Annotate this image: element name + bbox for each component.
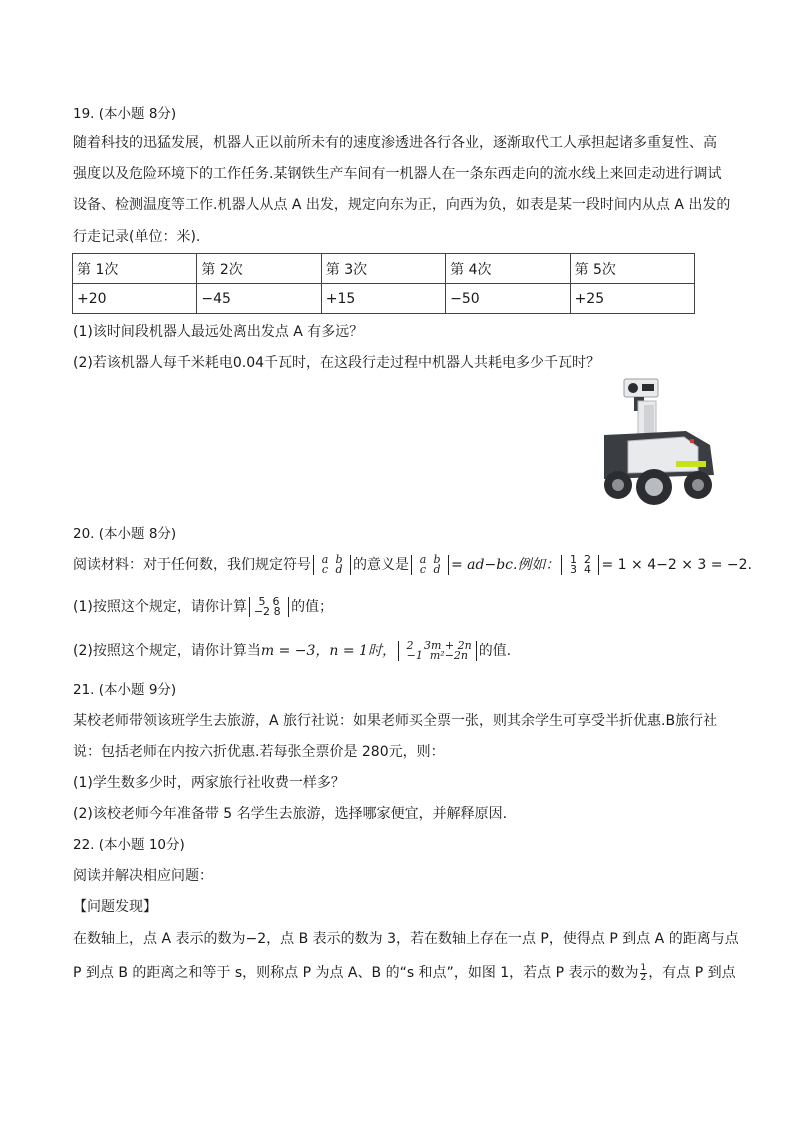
determinant-symbol bbox=[313, 555, 351, 575]
q20-sub2-condition: m = −3，n = 1时， bbox=[260, 643, 396, 659]
q21-paragraph-line: 说：包括老师在内按六折优惠.若每张全票价是 280元，则： bbox=[73, 744, 445, 760]
q20-material-mid: 的意义是 bbox=[353, 557, 409, 573]
q20-sub1-text: (1)按照这个规定，请你计算 bbox=[73, 599, 247, 615]
table-cell: +20 bbox=[73, 284, 197, 314]
determinant-sub2 bbox=[398, 641, 477, 661]
q22-paragraph-line: 在数轴上，点 A 表示的数为−2，点 B 表示的数为 3，若在数轴上存在一点 P，使得点 P 到点 A 的距离与点 bbox=[73, 931, 739, 947]
q20-subquestion-1 bbox=[73, 597, 333, 617]
table-header-row bbox=[73, 254, 695, 284]
table-header-cell: 第 5次 bbox=[570, 254, 694, 284]
q20-material-pre: 阅读材料：对于任何数，我们规定符号 bbox=[73, 557, 311, 573]
matrix-entry: c bbox=[419, 563, 427, 576]
fraction-denominator: 2 bbox=[640, 972, 647, 983]
q20-subquestion-2 bbox=[73, 641, 511, 661]
table-cell: +15 bbox=[321, 284, 445, 314]
matrix-entry: b bbox=[433, 553, 441, 566]
q19-paragraph-line: 行走记录(单位：米). bbox=[73, 229, 201, 245]
walking-record-table bbox=[72, 253, 695, 314]
matrix-entry: a bbox=[321, 553, 329, 566]
q20-sub2-text: 的值. bbox=[478, 643, 512, 659]
q22-section-title: 【问题发现】 bbox=[73, 899, 157, 915]
q22-heading: 22. (本小题 10分) bbox=[73, 837, 185, 853]
matrix-entry: b bbox=[335, 553, 343, 566]
determinant-definition bbox=[411, 555, 449, 575]
table-header-cell: 第 4次 bbox=[446, 254, 570, 284]
matrix-entry: 3 bbox=[569, 563, 577, 576]
matrix-entry: 2 bbox=[406, 639, 414, 652]
table-header-cell: 第 3次 bbox=[321, 254, 445, 284]
table-cell: +25 bbox=[570, 284, 694, 314]
q21-heading: 21. (本小题 9分) bbox=[73, 682, 177, 698]
fraction-numerator: 1 bbox=[640, 962, 647, 973]
determinant-example bbox=[561, 555, 599, 575]
q20-material-ex: = 1 × 4−2 × 3 = −2. bbox=[601, 557, 753, 573]
matrix-entry: 5 bbox=[258, 595, 266, 608]
q22-text: P 到点 B 的距离之和等于 s，则称点 P 为点 A、B 的“s 和点”，如图 1，若点 P 表示的数为 bbox=[73, 965, 639, 981]
table-cell: −50 bbox=[446, 284, 570, 314]
q19-paragraph-line: 随着科技的迅猛发展，机器人正以前所未有的速度渗透进各行各业，逐渐取代工人承担起诸多重复性、高 bbox=[73, 135, 717, 151]
matrix-entry: 6 bbox=[272, 595, 280, 608]
matrix-entry: −1 bbox=[406, 649, 423, 662]
q19-heading: 19. (本小题 8分) bbox=[73, 106, 177, 122]
table-row bbox=[73, 284, 695, 314]
q20-sub2-text: (2)按照这个规定，请你计算当 bbox=[73, 643, 261, 659]
q21-subquestion-1: (1)学生数多少时，两家旅行社收费一样多？ bbox=[73, 775, 345, 791]
q21-subquestion-2: (2)该校老师今年准备带 5 名学生去旅游，选择哪家便宜，并解释原因. bbox=[73, 806, 508, 822]
q22-text: ，有点 P 到点 bbox=[648, 965, 736, 981]
q19-subquestion-2: (2)若该机器人每千米耗电0.04千瓦时，在这段行走过程中机器人共耗电多少千瓦时？ bbox=[73, 355, 601, 371]
q19-subquestion-1: (1)该时间段机器人最远处离出发点 A 有多远？ bbox=[73, 324, 364, 340]
matrix-entry: 1 bbox=[569, 553, 577, 566]
q22-paragraph-line bbox=[73, 963, 736, 983]
matrix-entry: 3m + 2n bbox=[423, 639, 472, 652]
q20-material-eq: = ad−bc.例如： bbox=[451, 557, 560, 573]
matrix-entry: 2 bbox=[583, 553, 591, 566]
q20-heading: 20. (本小题 8分) bbox=[73, 526, 177, 542]
q19-paragraph-line: 强度以及危险环境下的工作任务.某钢铁生产车间有一机器人在一条东西走向的流水线上来回走动进行调试 bbox=[73, 166, 722, 182]
matrix-entry: c bbox=[321, 563, 329, 576]
matrix-entry: m²−2n bbox=[429, 649, 468, 662]
table-cell: −45 bbox=[197, 284, 321, 314]
matrix-entry: a bbox=[419, 553, 427, 566]
matrix-entry: d bbox=[433, 563, 441, 576]
q22-intro: 阅读并解决相应问题： bbox=[73, 868, 213, 884]
q20-material bbox=[73, 555, 752, 575]
q20-sub1-text: 的值； bbox=[291, 599, 334, 615]
matrix-entry: 8 bbox=[273, 605, 281, 618]
table-header-cell: 第 2次 bbox=[197, 254, 321, 284]
fraction bbox=[640, 964, 648, 983]
matrix-entry: −2 bbox=[253, 605, 271, 618]
matrix-entry: d bbox=[335, 563, 343, 576]
matrix-entry: 4 bbox=[583, 563, 591, 576]
robot-photo-icon bbox=[598, 375, 722, 515]
table-header-cell: 第 1次 bbox=[73, 254, 197, 284]
q19-paragraph-line: 设备、检测温度等工作.机器人从点 A 出发，规定向东为正，向西为负，如表是某一段时间内从点 A 出发的 bbox=[73, 197, 731, 213]
q21-paragraph-line: 某校老师带领该班学生去旅游，A 旅行社说：如果老师买全票一张，则其余学生可享受半折优惠.B旅行社 bbox=[73, 713, 718, 729]
determinant-sub1 bbox=[249, 597, 289, 617]
